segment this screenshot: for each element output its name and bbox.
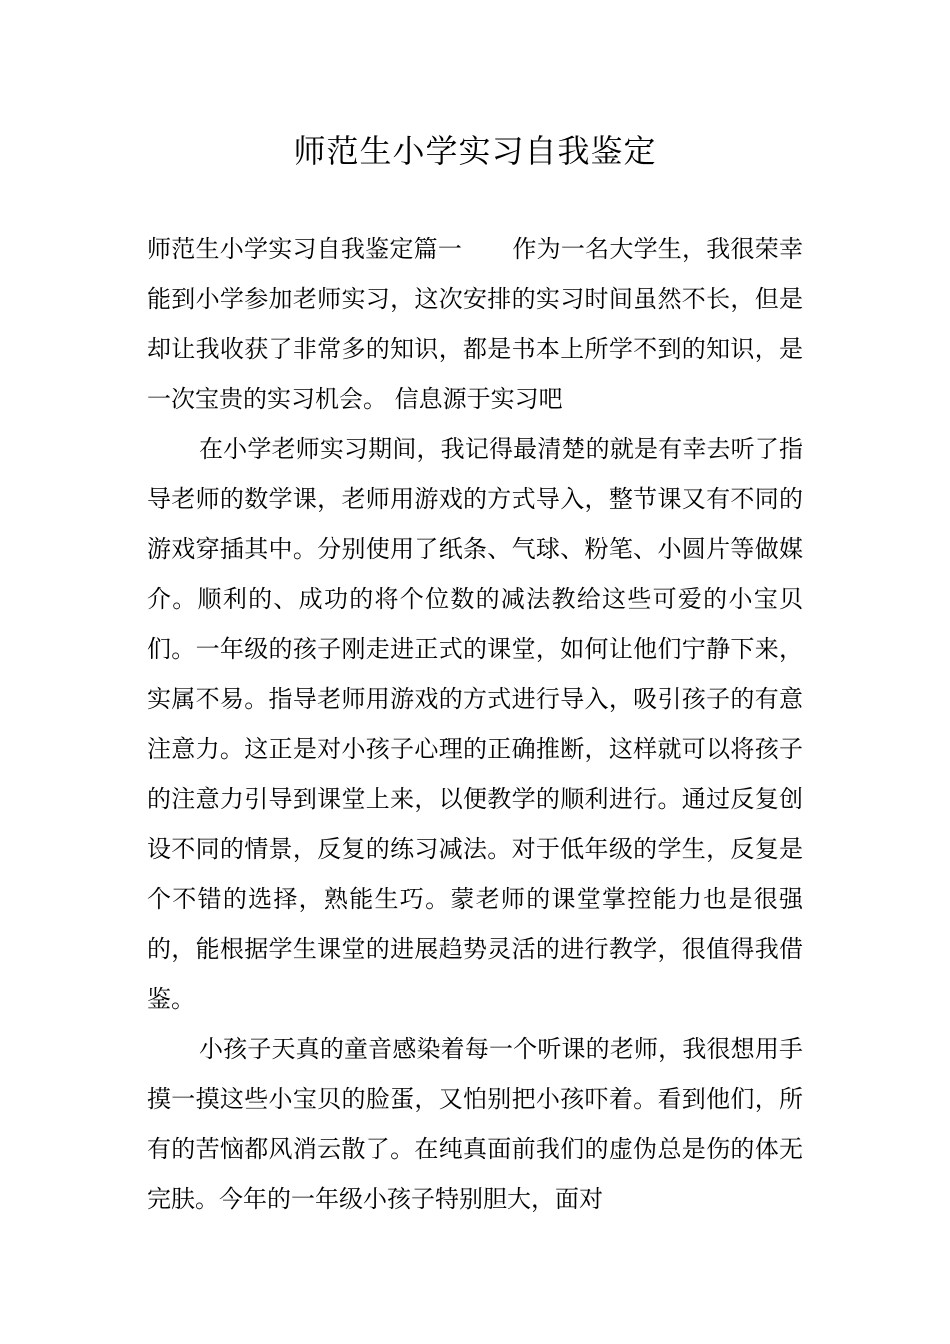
document-body <box>147 224 803 1224</box>
document-title: 师范生小学实习自我鉴定 <box>293 132 657 170</box>
paragraph-3: 小孩子天真的童音感染着每一个听课的老师，我很想用手摸一摸这些小宝贝的脸蛋，又怕别把小孩吓着。看到他们，所有的苦恼都风消云散了。在纯真面前我们的虚伪总是伤的体无完肤。今年的一年级小孩子特别胆大，面对 <box>147 1035 803 1213</box>
paragraph-1-text: 作为一名大学生，我很荣幸能到小学参加老师实习，这次安排的实习时间虽然不长，但是却让我收获了非常多的知识，都是书本上所学不到的知识，是一次宝贵的实习机会。 信息源于实习吧 <box>147 235 804 413</box>
section-heading: 师范生小学实习自我鉴定篇一 <box>147 235 463 263</box>
paragraph-2: 在小学老师实习期间，我记得最清楚的就是有幸去听了指导老师的数学课，老师用游戏的方式导入，整节课又有不同的游戏穿插其中。分别使用了纸条、气球、粉笔、小圆片等做媒介。顺利的、成功的将个位数的减法教给这些可爱的小宝贝们。一年级的孩子刚走进正式的课堂，如何让他们宁静下来，实属不易。指导老师用游戏的方式进行导入，吸引孩子的有意注意力。这正是对小孩子心理的正确推断，这样就可以将孩子的注意力引导到课堂上来，以便教学的顺利进行。通过反复创设不同的情景，反复的练习减法。对于低年级的学生，反复是个不错的选择，熟能生巧。蒙老师的课堂掌控能力也是很强的，能根据学生课堂的进展趋势灵活的进行教学，很值得我借鉴。 <box>147 435 803 1013</box>
paragraph-1 <box>147 224 803 424</box>
